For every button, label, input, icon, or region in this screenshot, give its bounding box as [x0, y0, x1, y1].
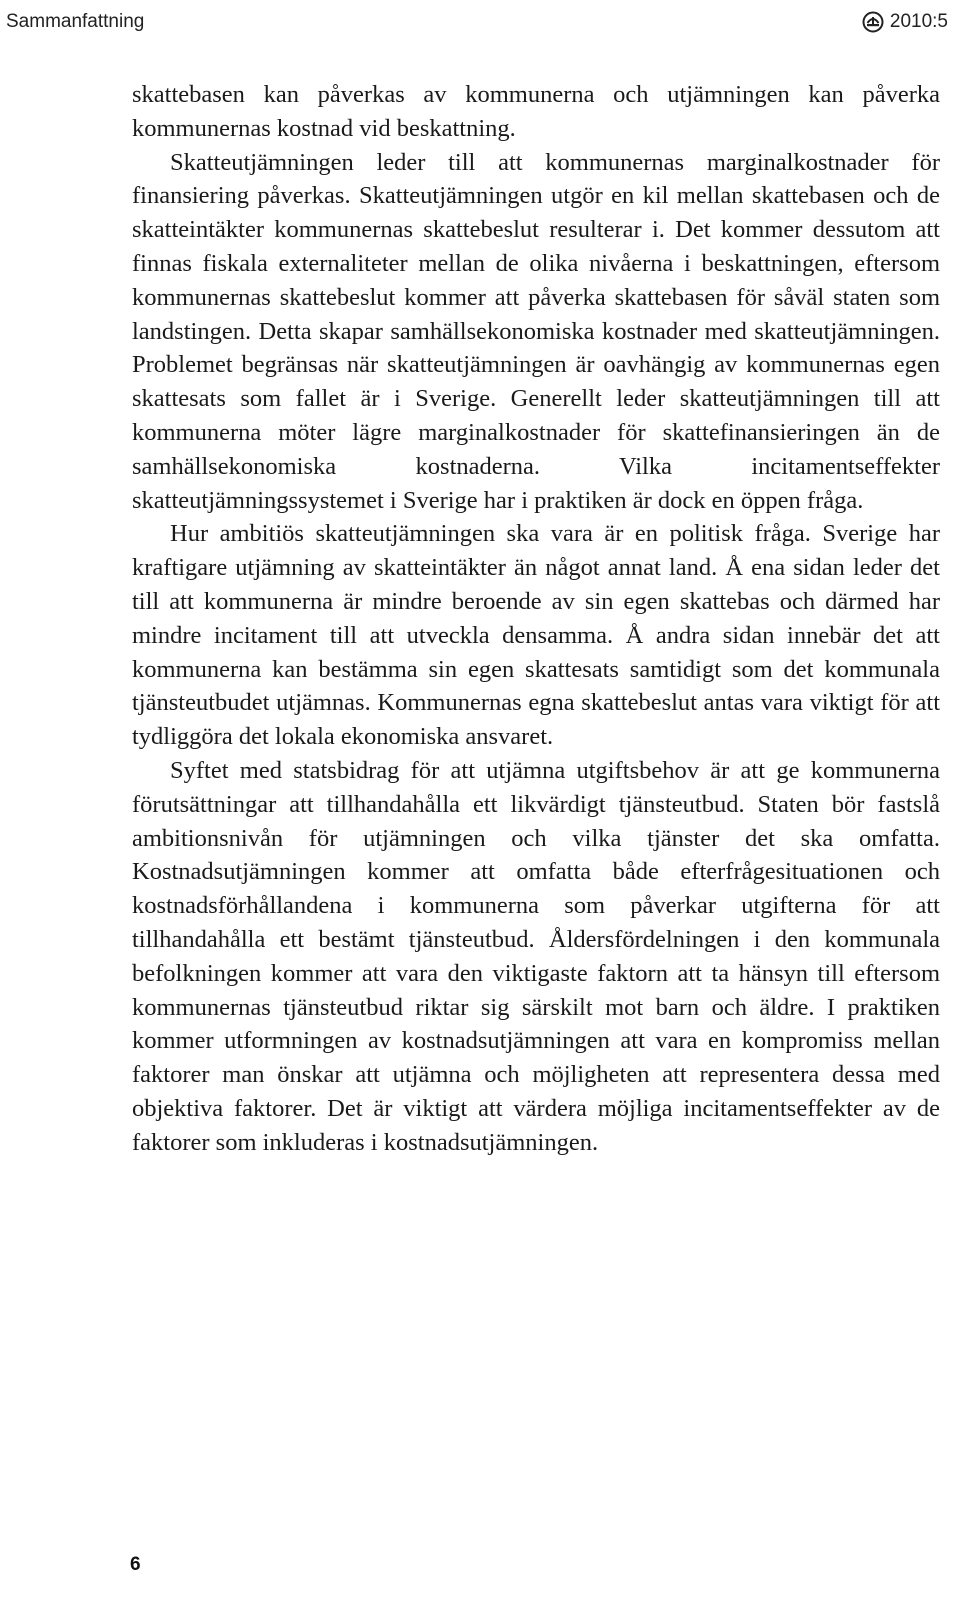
paragraph-cost-equalization: Syftet med statsbidrag för att utjämna utgiftsbehov är att ge kommunerna förutsättningar att tillhandahålla ett likvärdigt tjänsteutbud. Staten bör fastslå ambitionsnivån för utjämningen och vilka tjänster det ska omfatta. Kostnadsutjämningen kommer att omfatta både efterfrågesituationen och kostnadsförhållandena i kommunerna som påverkar utgifterna för att tillhandahålla ett bestämt tjänsteutbud. Åldersfördelningen i den kommunala befolkningen kommer att vara den viktigaste faktorn att ta hänsyn till eftersom kommunernas tjänsteutbud riktar sig särskilt mot barn och äldre. I praktiken kommer utformningen av kostnadsutjämningen att vara en kompromiss mellan faktorer man önskar att utjämna och möjligheten att representera dessa med objektiva faktorer. Det är viktigt att värdera möjliga incitamentseffekter av de faktorer som inkluderas i kostnadsutjämningen.	[132, 756, 940, 1156]
riksdag-logo-icon	[862, 11, 884, 33]
page-number: 6	[130, 1554, 141, 1575]
section-title: Sammanfattning	[6, 11, 145, 32]
running-header	[6, 8, 948, 36]
paragraph-continued: skattebasen kan påverkas av kommunerna och utjämningen kan påverka kommunernas kostnad vid beskattning.	[132, 81, 940, 142]
summary-body	[132, 78, 940, 1160]
paragraph-tax-equalization-incentives: Skatteutjämningen leder till att kommunernas marginalkostnader för finansiering påverkas. Skatteutjämningen utgör en kil mellan skattebasen och de skatteintäkter kommunernas skattebeslut resulterar i. Det kommer dessutom att finnas fiskala externaliteter mellan de olika nivåerna i beskattningen, eftersom kommunernas skattebeslut kommer att påverka skattebasen för såväl staten som landstingen. Detta skapar samhällsekonomiska kostnader med skatteutjämningen. Problemet begränsas när skatteutjämningen är oavhängig av kommunernas egen skattesats som fallet är i Sverige. Generellt leder skatteutjämningen till att kommunerna möter lägre marginalkostnader för skattefinansieringen än de samhällsekonomiska kostnaderna. Vilka incitamentseffekter skatteutjämningssystemet i Sverige har i praktiken är dock en öppen fråga.	[132, 148, 940, 514]
report-id	[862, 11, 948, 33]
report-number: 2010:5	[889, 11, 948, 32]
paragraph-political-ambition: Hur ambitiös skatteutjämningen ska vara är en politisk fråga. Sverige har kraftigare utjämning av skatteintäkter än något annat land. Å ena sidan leder det till att kommunerna är mindre beroende av sin egen skattebas och därmed har mindre incitament till att utveckla densamma. Å andra sidan innebär det att kommunerna kan bestämma sin egen skattesats samtidigt som det kommunala tjänsteutbudet utjämnas. Kommunernas egna skattebeslut antas vara viktigt för att tydliggöra det lokala ekonomiska ansvaret.	[132, 520, 940, 751]
